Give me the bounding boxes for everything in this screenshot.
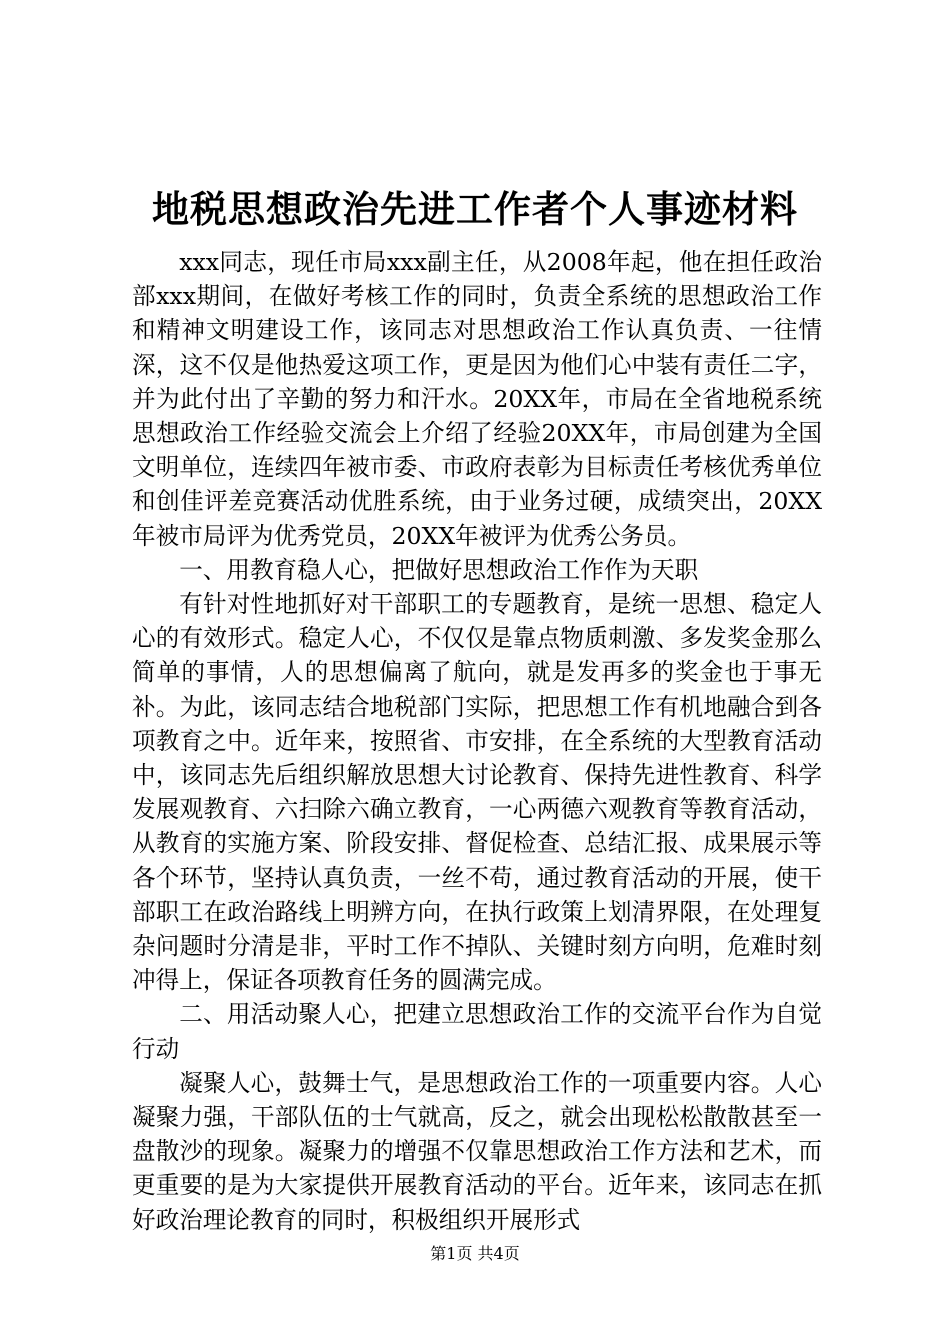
section-heading-2: 二、用活动聚人心，把建立思想政治工作的交流平台作为自觉行动 xyxy=(132,1000,822,1063)
document-body xyxy=(132,245,822,1237)
paragraph-section-1: 有针对性地抓好对干部职工的专题教育，是统一思想、稳定人心的有效形式。稳定人心，不仅仅是靠点物质刺激、多发奖金那么简单的事情，人的思想偏离了航向，就是发再多的奖金也于事无补。为此，该同志结合地税部门实际，把思想工作有机地融合到各项教育之中。近年来，按照省、市安排，在全系统的大型教育活动中，该同志先后组织解放思想大讨论教育、保持先进性教育、科学发展观教育、六扫除六确立教育，一心两德六观教育等教育活动，从教育的实施方案、阶段安排、督促检查、总结汇报、成果展示等各个环节，坚持认真负责，一丝不苟，通过教育活动的开展，使干部职工在政治路线上明辨方向，在执行政策上划清界限，在处理复杂问题时分清是非，平时工作不掉队、关键时刻方向明，危难时刻冲得上，保证各项教育任务的圆满完成。 xyxy=(132,590,822,995)
page-number-footer: 第1页 共4页 xyxy=(430,1244,520,1263)
section-heading-1: 一、用教育稳人心，把做好思想政治工作作为天职 xyxy=(179,555,699,584)
paragraph-section-2: 凝聚人心，鼓舞士气，是思想政治工作的一项重要内容。人心凝聚力强，干部队伍的士气就高，反之，就会出现松松散散甚至一盘散沙的现象。凝聚力的增强不仅靠思想政治工作方法和艺术，而更重要的是为大家提供开展教育活动的平台。近年来，该同志在抓好政治理论教育的同时，积极组织开展形式 xyxy=(132,1068,822,1234)
document-title: 地税思想政治先进工作者个人事迹材料 xyxy=(152,187,798,231)
paragraph-intro: xxx同志，现任市局xxx副主任，从2008年起，他在担任政治部xxx期间，在做好考核工作的同时，负责全系统的思想政治工作和精神文明建设工作，该同志对思想政治工作认真负责、一往情深，这不仅是他热爱这项工作，更是因为他们心中装有责任二字，并为此付出了辛勤的努力和汗水。20XX年，市局在全省地税系统思想政治工作经验交流会上介绍了经验20XX年，市局创建为全国文明单位，连续四年被市委、市政府表彰为目标责任考核优秀单位和创佳评差竞赛活动优胜系统，由于业务过硬，成绩突出，20XX年被市局评为优秀党员，20XX年被评为优秀公务员。 xyxy=(132,248,822,550)
